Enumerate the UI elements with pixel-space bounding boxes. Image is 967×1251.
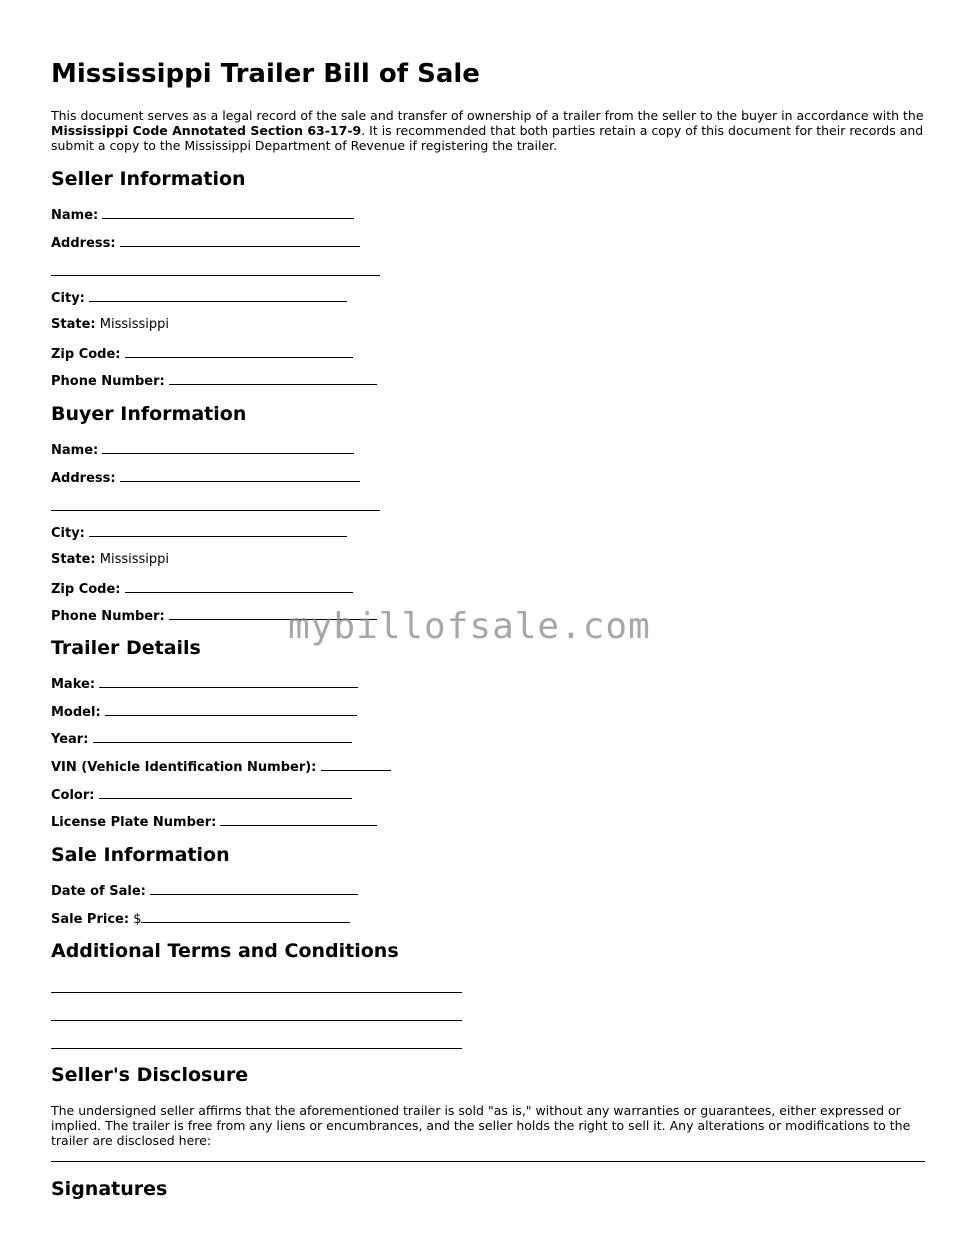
sale-date-field[interactable]: Date of Sale:: [51, 882, 358, 900]
terms-line-2[interactable]: [51, 1020, 462, 1021]
seller-name-line[interactable]: [102, 206, 354, 219]
intro-text-after: . It is recommended that both parties retain a copy of this document for their records and submit a copy to the Mississippi Department of Revenue if registering the trailer.: [51, 123, 924, 153]
seller-name-field[interactable]: Name:: [51, 206, 354, 224]
seller-city-line[interactable]: [89, 289, 347, 302]
trailer-vin-field[interactable]: VIN (Vehicle Identification Number):: [51, 758, 391, 776]
buyer-zip-line[interactable]: [125, 580, 353, 593]
buyer-phone-field[interactable]: Phone Number:: [51, 607, 377, 625]
trailer-color-field[interactable]: Color:: [51, 786, 352, 804]
seller-phone-line[interactable]: [169, 372, 377, 385]
trailer-heading: Trailer Details: [51, 637, 201, 659]
buyer-state-value: Mississippi: [99, 552, 169, 567]
watermark: mybillofsale.com: [288, 606, 651, 647]
trailer-plate-line[interactable]: [220, 813, 377, 826]
seller-zip-field[interactable]: Zip Code:: [51, 345, 353, 363]
seller-city-field[interactable]: City:: [51, 289, 347, 307]
trailer-plate-field[interactable]: License Plate Number:: [51, 813, 377, 831]
seller-zip-line[interactable]: [125, 345, 353, 358]
trailer-year-field[interactable]: Year:: [51, 730, 352, 748]
disclosure-line[interactable]: [51, 1161, 925, 1162]
sale-price-field[interactable]: Sale Price: $: [51, 910, 350, 928]
buyer-name-line[interactable]: [102, 441, 354, 454]
seller-address-line[interactable]: [120, 234, 360, 247]
signatures-heading: Signatures: [51, 1178, 168, 1200]
buyer-zip-field[interactable]: Zip Code:: [51, 580, 353, 598]
trailer-color-line[interactable]: [99, 786, 352, 799]
disclosure-text: The undersigned seller affirms that the aforementioned trailer is sold "as is," without any warranties or guarantees, either expressed or implied. The trailer is free from any liens or encumbrances, and the seller holds the right to sell it. Any alterations or modifications to the trailer are disclosed here:: [51, 1103, 911, 1148]
buyer-address-line-2[interactable]: [51, 510, 380, 511]
seller-address-field[interactable]: Address:: [51, 234, 360, 252]
seller-heading: Seller Information: [51, 168, 246, 190]
trailer-make-field[interactable]: Make:: [51, 675, 358, 693]
buyer-address-field[interactable]: Address:: [51, 469, 360, 487]
trailer-year-line[interactable]: [93, 730, 352, 743]
seller-address-line-2[interactable]: [51, 275, 380, 276]
buyer-heading: Buyer Information: [51, 403, 247, 425]
trailer-make-line[interactable]: [99, 675, 358, 688]
buyer-city-line[interactable]: [89, 524, 347, 537]
terms-line-1[interactable]: [51, 992, 462, 993]
intro-text-before: This document serves as a legal record of the sale and transfer of ownership of a trailer from the seller to the buyer in accordance with the: [51, 108, 924, 123]
seller-state-field: State: Mississippi: [51, 317, 169, 332]
intro-code-reference: Mississippi Code Annotated Section 63-17-9: [51, 123, 362, 138]
seller-phone-field[interactable]: Phone Number:: [51, 372, 377, 390]
buyer-state-field: State: Mississippi: [51, 552, 169, 567]
terms-line-3[interactable]: [51, 1048, 462, 1049]
seller-state-value: Mississippi: [99, 317, 169, 332]
buyer-city-field[interactable]: City:: [51, 524, 347, 542]
intro-paragraph: [51, 108, 925, 153]
buyer-address-line[interactable]: [120, 469, 360, 482]
page-title: Mississippi Trailer Bill of Sale: [51, 59, 480, 89]
terms-heading: Additional Terms and Conditions: [51, 940, 399, 962]
sale-date-line[interactable]: [150, 882, 358, 895]
trailer-vin-line[interactable]: [321, 758, 391, 771]
trailer-model-line[interactable]: [105, 703, 357, 716]
sale-price-line[interactable]: [141, 910, 350, 923]
buyer-name-field[interactable]: Name:: [51, 441, 354, 459]
disclosure-heading: Seller's Disclosure: [51, 1064, 249, 1086]
currency-symbol: $: [133, 912, 142, 927]
sale-heading: Sale Information: [51, 844, 230, 866]
trailer-model-field[interactable]: Model:: [51, 703, 357, 721]
